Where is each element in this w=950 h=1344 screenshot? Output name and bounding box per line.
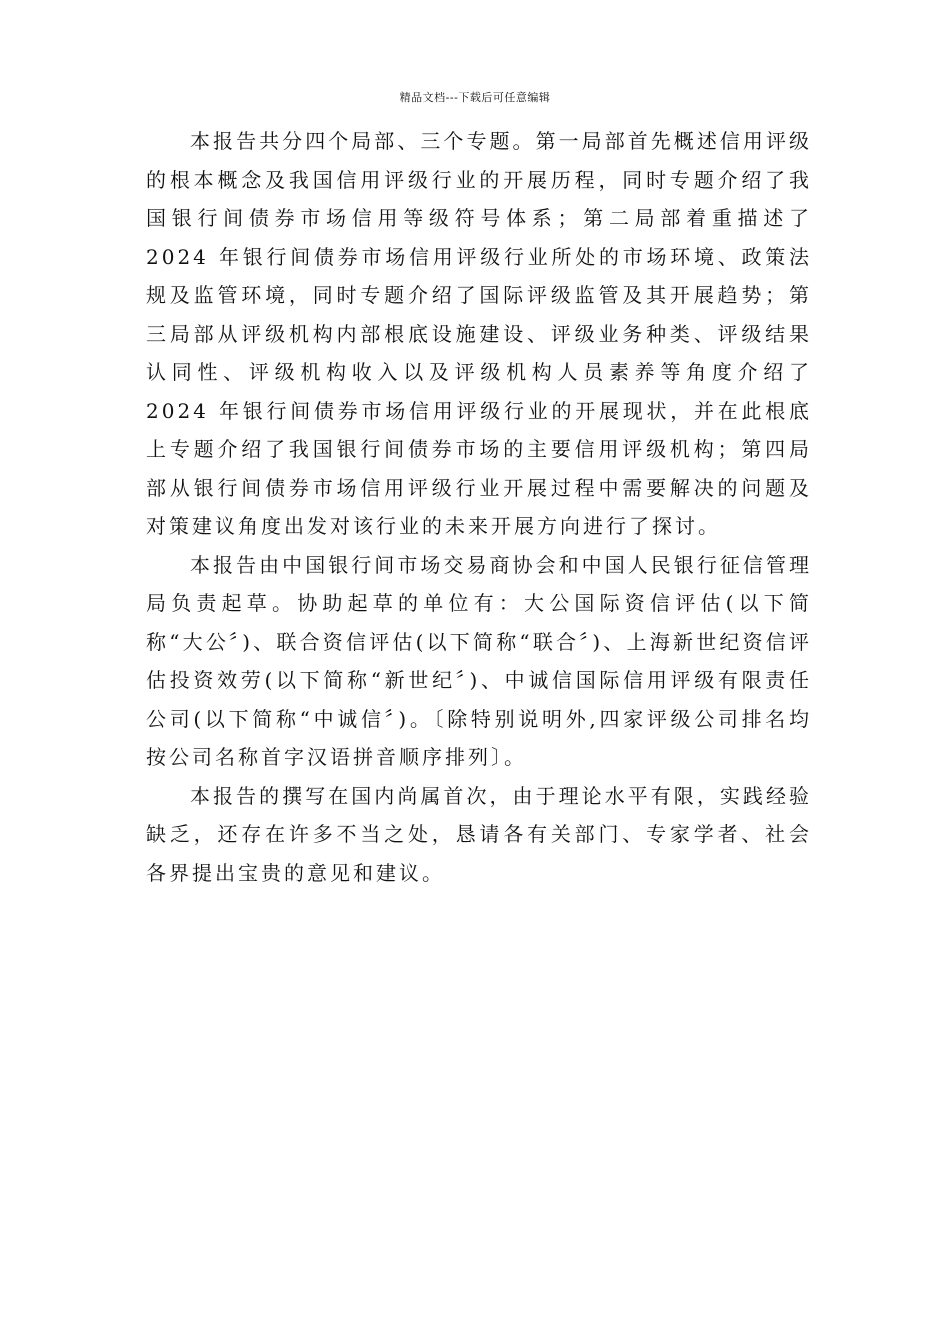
document-body: [146, 122, 812, 892]
paragraph-report-structure: 本报告共分四个局部、三个专题。第一局部首先概述信用评级的根本概念及我国信用评级行业的开展历程，同时专题介绍了我国银行间债券市场信用等级符号体系；第二局部着重描述了 2024 年银行间债券市场信用评级行业所处的市场环境、政策法规及监管环境，同时专题介绍了国际评级监管及其开展趋势；第三局部从评级机构内部根底设施建设、评级业务种类、评级结果认同性、评级机构收入以及评级机构人员素养等角度介绍了 2024 年银行间债券市场信用评级行业的开展现状，并在此根底上专题介绍了我国银行间债券市场的主要信用评级机构；第四局部从银行间债券市场信用评级行业开展过程中需要解决的问题及对策建议角度出发对该行业的未来开展方向进行了探讨。: [146, 129, 812, 538]
paragraph-drafting-units: 本报告由中国银行间市场交易商协会和中国人民银行征信管理局负责起草。协助起草的单位有：大公国际资信评估(以下简称“大公〞)、联合资信评估(以下简称“联合〞)、上海新世纪资信评估投资效劳(以下简称“新世纪〞)、中诚信国际信用评级有限责任公司(以下简称“中诚信〞)。〔除特别说明外,四家评级公司排名均按公司名称首字汉语拼音顺序排列〕。: [146, 552, 812, 769]
paragraph-closing-note: 本报告的撰写在国内尚属首次，由于理论水平有限，实践经验缺乏，还存在许多不当之处，恳请各有关部门、专家学者、社会各界提出宝贵的意见和建议。: [146, 783, 812, 885]
page-header: 精品文档---下载后可任意编辑: [399, 91, 551, 104]
